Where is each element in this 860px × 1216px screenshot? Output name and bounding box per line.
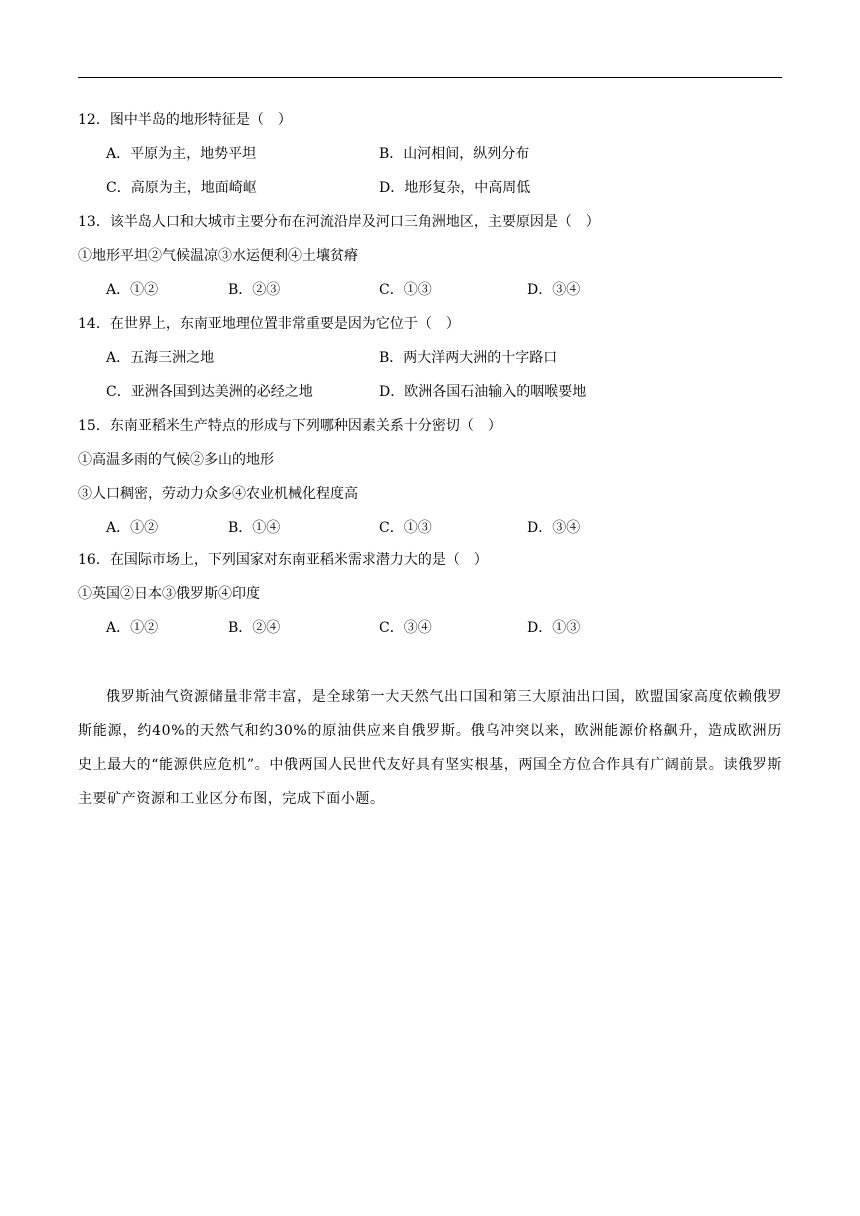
question-15-statements-2: ③人口稠密，劳动力众多④农业机械化程度高 [78,486,358,502]
question-16-statements: ①英国②日本③俄罗斯④印度 [78,586,260,602]
question-13-stem: 13．该半岛人口和大城市主要分布在河流沿岸及河口三角洲地区，主要原因是（ ） [78,214,600,230]
question-15-option-b: B．①④ [228,520,281,536]
question-15-option-d: D．③④ [527,520,581,536]
question-12-option-c: C．高原为主，地面崎岖 [106,180,257,196]
question-12-option-b: B．山河相间，纵列分布 [379,146,530,162]
question-14-option-d: D．欧洲各国石油输入的咽喉要地 [379,384,587,400]
question-13-option-b: B．②③ [228,282,281,298]
question-12-option-a: A．平原为主，地势平坦 [106,146,257,162]
question-14-option-c: C．亚洲各国到达美洲的必经之地 [106,384,313,400]
header-rule [78,77,782,78]
question-15-statements-1: ①高温多雨的气候②多山的地形 [78,452,274,468]
question-12-option-d: D．地形复杂，中高周低 [379,180,531,196]
question-15-option-c: C．①③ [379,520,432,536]
question-15-option-a: A．①② [106,520,159,536]
question-16-option-a: A．①② [106,620,159,636]
question-16-option-d: D．①③ [527,620,581,636]
question-16-option-c: C．③④ [379,620,432,636]
question-14-stem: 14．在世界上，东南亚地理位置非常重要是因为它位于（ ） [78,316,460,332]
question-13-option-d: D．③④ [527,282,581,298]
question-15-stem: 15．东南亚稻米生产特点的形成与下列哪种因素关系十分密切（ ） [78,418,502,434]
question-12-stem: 12．图中半岛的地形特征是（ ） [78,112,292,128]
question-13-option-c: C．①③ [379,282,432,298]
question-14-option-a: A．五海三洲之地 [106,350,215,366]
question-13-statements: ①地形平坦②气候温凉③水运便利④土壤贫瘠 [78,248,358,264]
question-16-stem: 16．在国际市场上，下列国家对东南亚稻米需求潜力大的是（ ） [78,552,488,568]
question-13-option-a: A．①② [106,282,159,298]
question-16-option-b: B．②④ [228,620,281,636]
question-14-option-b: B．两大洋两大洲的十字路口 [379,350,558,366]
reading-passage: 俄罗斯油气资源储量非常丰富，是全球第一大天然气出口国和第三大原油出口国，欧盟国家高度依赖俄罗斯能源，约40%的天然气和约30%的原油供应来自俄罗斯。俄乌冲突以来，欧洲能源价格飙升，造成欧洲历史上最大的“能源供应危机”。中俄两国人民世代友好具有坚实根基，两国全方位合作具有广阔前景。读俄罗斯主要矿产资源和工业区分布图，完成下面小题。 [78,689,782,807]
